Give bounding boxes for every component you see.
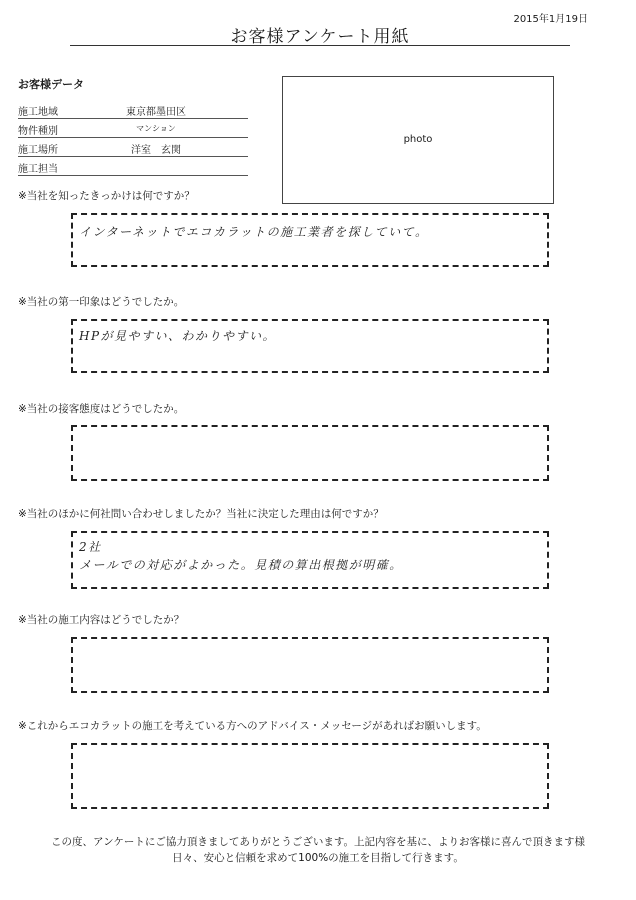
field-row-property-type — [18, 120, 248, 138]
answer-text: HPが見やすい、わかりやすい。 — [79, 329, 277, 343]
question-5: ※当社の施工内容はどうでしたか？ — [18, 614, 185, 626]
photo-label: photo — [403, 134, 433, 145]
question-4: ※当社のほかに何社問い合わせしましたか？当社に決定した理由は何ですか？ — [18, 508, 384, 520]
answer-box-1 — [71, 213, 549, 267]
field-row-area — [18, 101, 248, 119]
answer-box-2 — [71, 319, 549, 373]
question-6: ※これからエコカラットの施工を考えている方へのアドバイス・メッセージがあればお願いします。 — [18, 720, 487, 732]
field-row-staff — [18, 158, 248, 176]
answer-box-4 — [71, 531, 549, 589]
question-1: ※当社を知ったきっかけは何ですか？ — [18, 190, 195, 202]
answer-box-3 — [71, 425, 549, 481]
answer-box-5 — [71, 637, 549, 693]
answer-text: 2社 — [79, 540, 102, 554]
question-2: ※当社の第一印象はどうでしたか。 — [18, 296, 185, 308]
title-underline — [70, 45, 570, 46]
field-value: 東京都墨田区 — [126, 107, 186, 118]
customer-data-heading: お客様データ — [18, 78, 84, 91]
question-3: ※当社の接客態度はどうでしたか。 — [18, 403, 185, 415]
footer-message-line-1: この度、アンケートにご協力頂きましてありがとうございます。上記内容を基に、よりお客様に喜んで頂きます様 — [50, 836, 586, 848]
photo-box — [282, 76, 554, 204]
answer-text: インターネットでエコカラットの施工業者を探していて。 — [79, 225, 429, 239]
field-value: マンション — [136, 124, 176, 133]
field-label: 施工地域 — [18, 107, 58, 118]
field-row-location — [18, 139, 248, 157]
page-title: お客様アンケート用紙 — [230, 27, 410, 47]
field-value: 洋室 玄関 — [131, 145, 181, 156]
footer-message-line-2: 日々、安心と信頼を求めて100%の施工を目指して行きます。 — [172, 852, 464, 864]
field-label: 施工場所 — [18, 145, 58, 156]
field-label: 物件種別 — [18, 126, 58, 137]
answer-text: メールでの対応がよかった。見積の算出根拠が明確。 — [79, 558, 403, 572]
survey-date: 2015年1月19日 — [513, 14, 588, 25]
field-label: 施工担当 — [18, 164, 58, 175]
answer-box-6 — [71, 743, 549, 809]
